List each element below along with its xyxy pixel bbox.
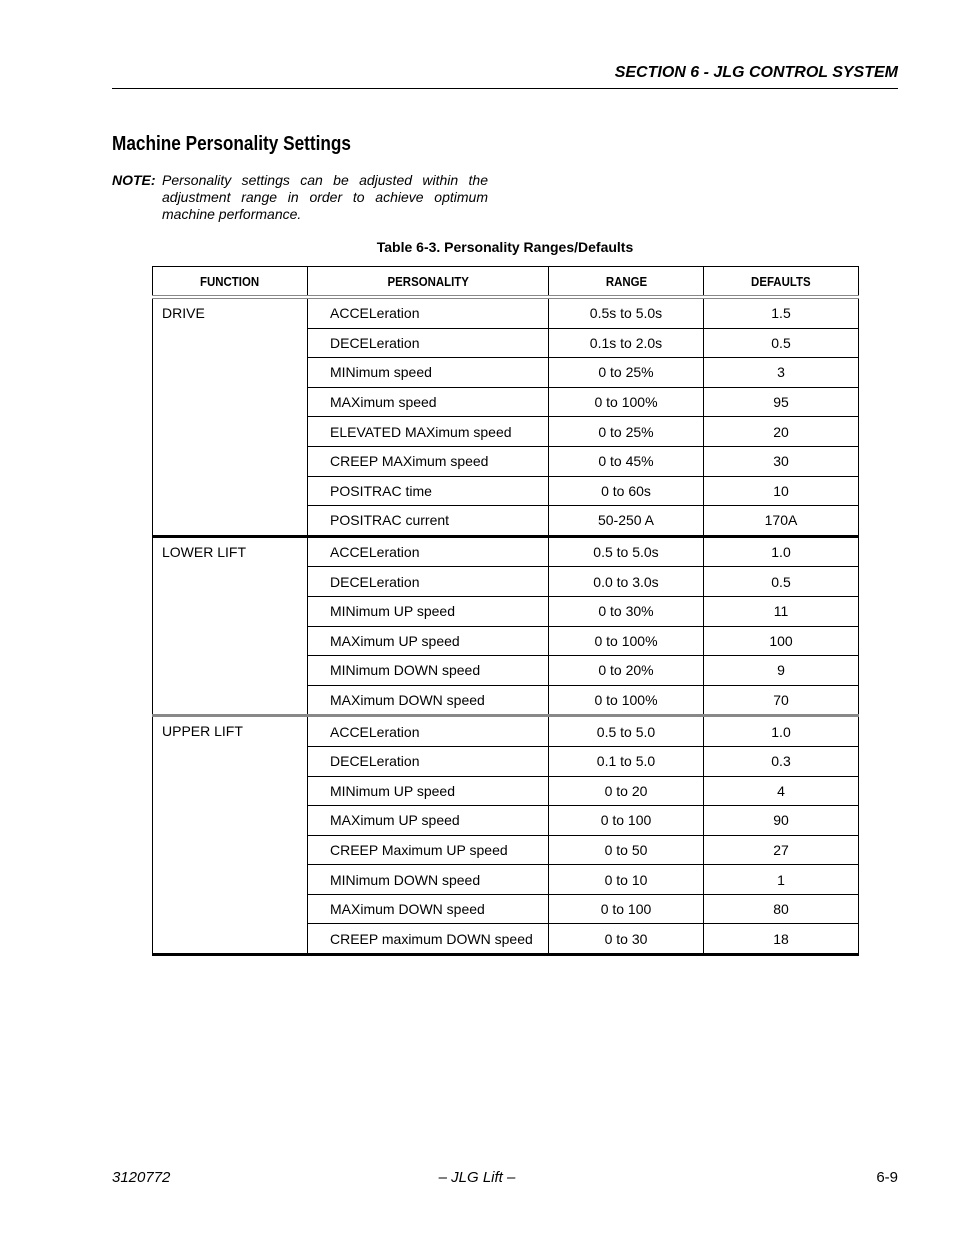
range-cell: 0.5 to 5.0: [549, 716, 704, 747]
personality-cell: MINimum UP speed: [308, 776, 549, 806]
personality-cell: MINimum UP speed: [308, 596, 549, 626]
range-cell: 0 to 20%: [549, 656, 704, 686]
function-cell: UPPER LIFT: [153, 716, 308, 955]
default-cell: 80: [704, 894, 859, 924]
range-cell: 0 to 50: [549, 835, 704, 865]
personality-cell: MINimum DOWN speed: [308, 865, 549, 895]
range-cell: 0.0 to 3.0s: [549, 567, 704, 597]
default-cell: 20: [704, 417, 859, 447]
personality-cell: MAXimum DOWN speed: [308, 685, 549, 716]
default-cell: 10: [704, 476, 859, 506]
personality-cell: CREEP Maximum UP speed: [308, 835, 549, 865]
default-cell: 1: [704, 865, 859, 895]
personality-cell: MINimum speed: [308, 358, 549, 388]
default-cell: 1.0: [704, 716, 859, 747]
page-number: 6-9: [876, 1169, 898, 1186]
default-cell: 90: [704, 806, 859, 836]
personality-cell: MAXimum UP speed: [308, 626, 549, 656]
personality-cell: MAXimum DOWN speed: [308, 894, 549, 924]
range-cell: 0 to 100%: [549, 685, 704, 716]
column-header-personality: PERSONALITY: [308, 267, 549, 298]
range-cell: 0 to 45%: [549, 446, 704, 476]
personality-cell: ACCELeration: [308, 297, 549, 328]
default-cell: 0.3: [704, 746, 859, 776]
personality-cell: MINimum DOWN speed: [308, 656, 549, 686]
header-rule: [112, 88, 898, 89]
range-cell: 0.1s to 2.0s: [549, 328, 704, 358]
table-body: [153, 297, 859, 955]
range-cell: 0 to 100%: [549, 626, 704, 656]
range-cell: 0.1 to 5.0: [549, 746, 704, 776]
personality-cell: ELEVATED MAXimum speed: [308, 417, 549, 447]
note-label: NOTE:: [112, 172, 156, 188]
section-header: SECTION 6 - JLG CONTROL SYSTEM: [614, 64, 898, 81]
default-cell: 11: [704, 596, 859, 626]
range-cell: 0 to 100: [549, 894, 704, 924]
personality-cell: DECELeration: [308, 328, 549, 358]
default-cell: 4: [704, 776, 859, 806]
default-cell: 3: [704, 358, 859, 388]
personality-cell: DECELeration: [308, 567, 549, 597]
default-cell: 27: [704, 835, 859, 865]
personality-cell: ACCELeration: [308, 536, 549, 567]
range-cell: 0.5 to 5.0s: [549, 536, 704, 567]
range-cell: 0 to 100: [549, 806, 704, 836]
range-cell: 0 to 25%: [549, 358, 704, 388]
personality-cell: POSITRAC time: [308, 476, 549, 506]
default-cell: 1.0: [704, 536, 859, 567]
default-cell: 18: [704, 924, 859, 955]
page-title: Machine Personality Settings: [112, 133, 351, 155]
default-cell: 170A: [704, 506, 859, 537]
personality-cell: CREEP MAXimum speed: [308, 446, 549, 476]
range-cell: 50-250 A: [549, 506, 704, 537]
personality-table: [152, 266, 859, 956]
column-header-defaults: DEFAULTS: [704, 267, 859, 298]
table-header-row: [153, 267, 859, 298]
personality-cell: POSITRAC current: [308, 506, 549, 537]
default-cell: 0.5: [704, 567, 859, 597]
personality-cell: MAXimum speed: [308, 387, 549, 417]
range-cell: 0 to 30%: [549, 596, 704, 626]
personality-cell: MAXimum UP speed: [308, 806, 549, 836]
range-cell: 0 to 25%: [549, 417, 704, 447]
note-block: [112, 172, 488, 223]
default-cell: 9: [704, 656, 859, 686]
column-header-function: FUNCTION: [153, 267, 308, 298]
note-text: Personality settings can be adjusted within the adjustment range in order to achieve optimum machine performance.: [162, 172, 488, 222]
default-cell: 95: [704, 387, 859, 417]
range-cell: 0 to 20: [549, 776, 704, 806]
column-header-range: RANGE: [549, 267, 704, 298]
table-row: [153, 716, 859, 747]
default-cell: 30: [704, 446, 859, 476]
footer-brand: – JLG Lift –: [438, 1169, 516, 1186]
default-cell: 1.5: [704, 297, 859, 328]
function-cell: LOWER LIFT: [153, 536, 308, 716]
personality-cell: ACCELeration: [308, 716, 549, 747]
table-caption: Table 6-3. Personality Ranges/Defaults: [376, 239, 634, 255]
personality-cell: DECELeration: [308, 746, 549, 776]
range-cell: 0 to 10: [549, 865, 704, 895]
default-cell: 100: [704, 626, 859, 656]
default-cell: 0.5: [704, 328, 859, 358]
range-cell: 0 to 60s: [549, 476, 704, 506]
table-row: [153, 536, 859, 567]
personality-cell: CREEP maximum DOWN speed: [308, 924, 549, 955]
range-cell: 0 to 100%: [549, 387, 704, 417]
default-cell: 70: [704, 685, 859, 716]
range-cell: 0 to 30: [549, 924, 704, 955]
doc-number: 3120772: [112, 1169, 171, 1186]
range-cell: 0.5s to 5.0s: [549, 297, 704, 328]
table-row: [153, 297, 859, 328]
function-cell: DRIVE: [153, 297, 308, 536]
